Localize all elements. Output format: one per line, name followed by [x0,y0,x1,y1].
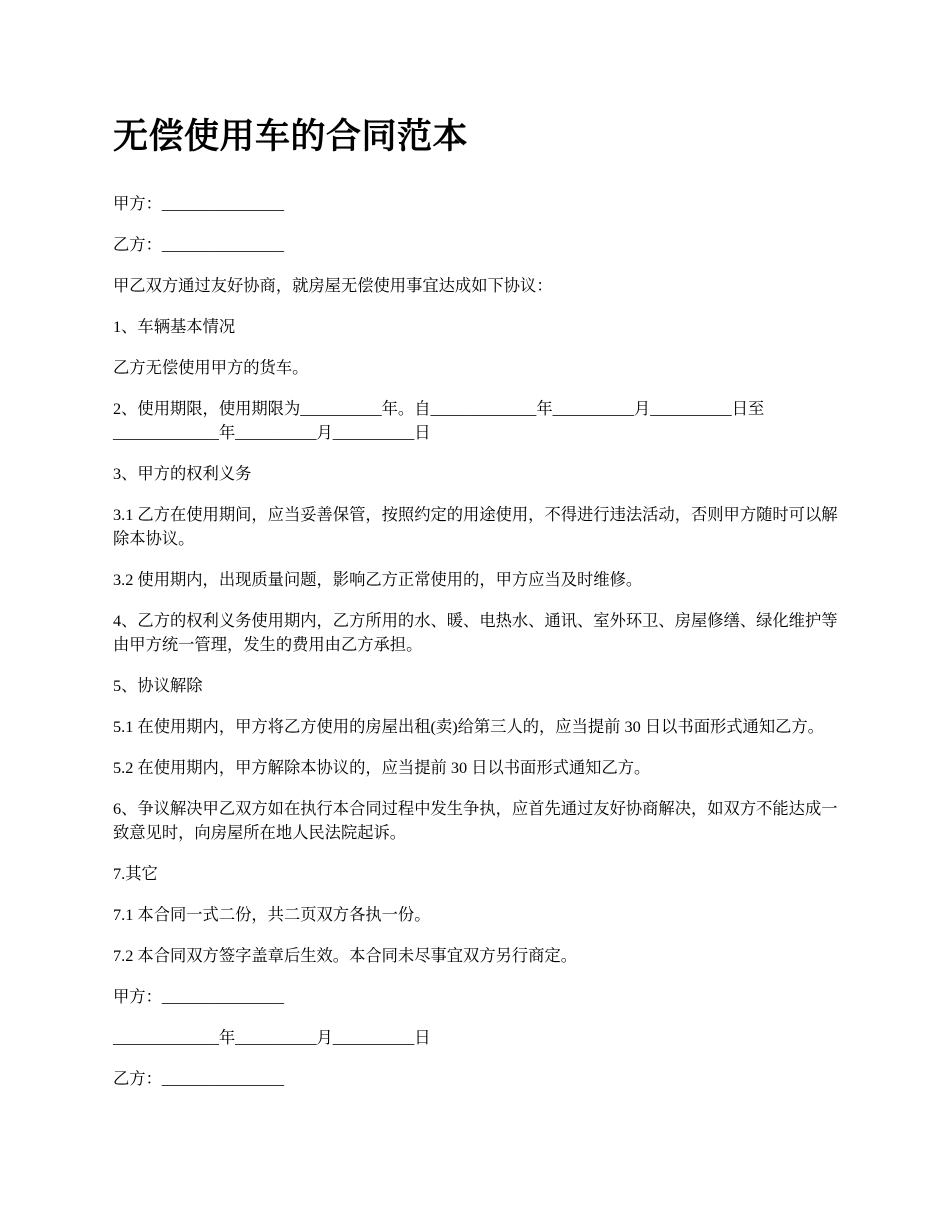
document-title: 无偿使用车的合同范本 [113,117,469,156]
agreement-intro: 甲乙双方通过友好协商，就房屋无偿使用事宜达成如下协议： [113,276,553,295]
signature-party-b: 乙方：_______________ [113,1069,284,1088]
clause-7-1: 7.1 本合同一式二份，共二页双方各执一份。 [113,905,431,924]
party-b-line: 乙方：_______________ [113,235,284,254]
section-6-text: 6、争议解决甲乙双方如在执行本合同过程中发生争执，应首先通过友好协商解决，如双方不能达成一致意见时，向房屋所在地人民法院起诉。 [113,799,838,842]
section-2-term: 2、使用期限，使用期限为__________年。自_____________年__________月__________日至_____________年__________月__________日 [113,399,765,442]
section-7-heading: 7.其它 [113,864,158,883]
document-page [113,108,839,1108]
signature-party-a: 甲方：_______________ [113,987,284,1006]
section-1-text: 乙方无偿使用甲方的货车。 [113,358,309,377]
section-5-heading: 5、协议解除 [113,676,203,695]
clause-3-1: 3.1 乙方在使用期间，应当妥善保管，按照约定的用途使用，不得进行违法活动，否则甲方随时可以解除本协议。 [113,505,838,548]
clause-5-1: 5.1 在使用期内，甲方将乙方使用的房屋出租(卖)给第三人的，应当提前 30 日以书面形式通知乙方。 [113,717,824,736]
party-a-line: 甲方：_______________ [113,194,284,213]
section-3-heading: 3、甲方的权利义务 [113,464,252,483]
section-1-heading: 1、车辆基本情况 [113,317,236,336]
signature-date: _____________年__________月__________日 [113,1028,431,1047]
section-4-text: 4、乙方的权利义务使用期内，乙方所用的水、暖、电热水、通讯、室外环卫、房屋修缮、绿化维护等由甲方统一管理，发生的费用由乙方承担。 [113,611,838,654]
clause-3-2: 3.2 使用期内，出现质量问题，影响乙方正常使用的，甲方应当及时维修。 [113,570,643,589]
clause-5-2: 5.2 在使用期内，甲方解除本协议的，应当提前 30 日以书面形式通知乙方。 [113,758,651,777]
clause-7-2: 7.2 本合同双方签字盖章后生效。本合同未尽事宜双方另行商定。 [113,946,578,965]
